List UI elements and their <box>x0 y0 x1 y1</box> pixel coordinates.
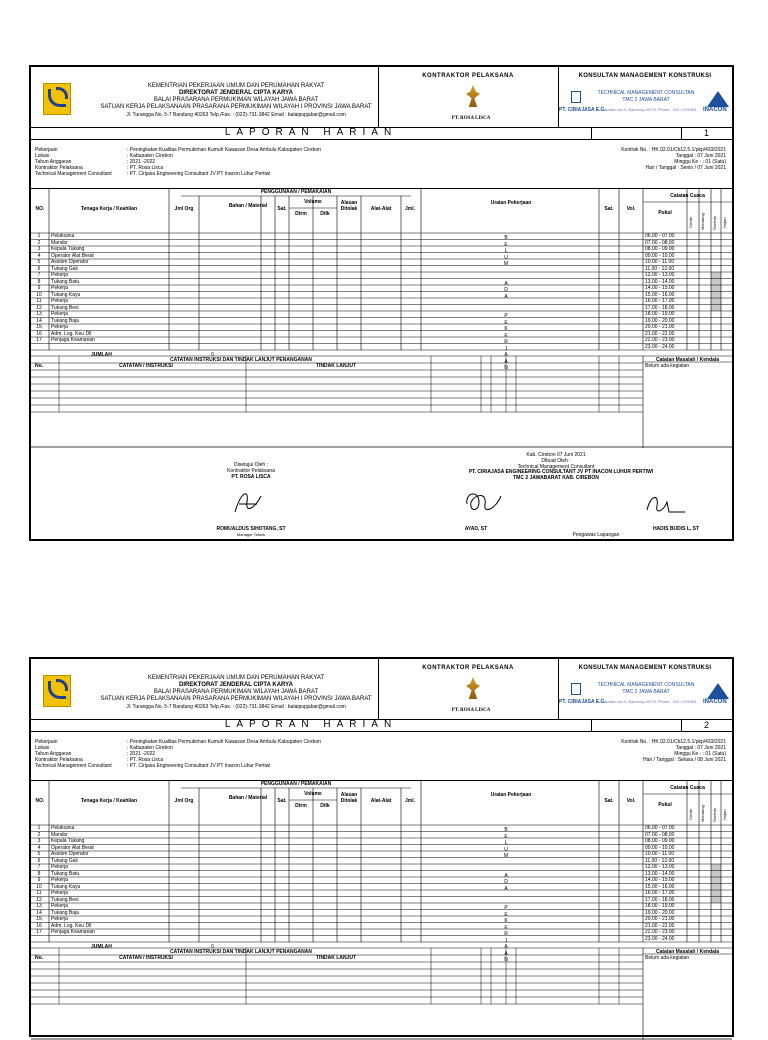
hour-row: 15.00 - 16.00 <box>645 291 675 298</box>
pukul-header: Pukul <box>658 802 672 808</box>
instruksi-col-header: CATATAN / INSTRUKSI <box>119 363 173 369</box>
alat-header: Alat-Alat <box>370 798 392 804</box>
vol-header: Vol. <box>626 798 636 804</box>
worker-name: Tukang Besi <box>51 304 79 311</box>
value-lokasi: : Kabupaten Cirebon <box>127 745 173 751</box>
label-tahun: Tahun Anggaran <box>35 751 72 757</box>
value-tmc: : PT. Cirijasa Engineering Consultant JV PT Inacon Luhur Pertiwi <box>127 171 271 177</box>
gerimis-header: Gerimis <box>712 808 717 822</box>
uraian-letter: L <box>504 248 508 254</box>
main-table <box>31 780 732 1040</box>
worker-no: 5 <box>37 259 41 265</box>
jml-org-header: Jml Org <box>174 206 194 212</box>
satker-name: SATUAN KERJA PELAKSANAAN PRASARANA PERMUKIMAN WILAYAH I PROVINSI JAWA BARAT <box>100 104 372 110</box>
uraian-letter: U <box>504 254 508 261</box>
konsultan-label: KONSULTAN MANAGEMENT KONSTRUKSI <box>578 73 712 79</box>
report-title: LAPORAN HARIAN <box>224 127 398 138</box>
dtrm-header: Dtrm <box>295 803 307 809</box>
worker-name: Pelaksana <box>51 233 75 239</box>
penggunaan-header: PENGGUNAAN / PEMAKAIAN <box>260 781 332 787</box>
gerimis-header: Gerimis <box>712 216 717 230</box>
worker-name: Mandor <box>51 239 68 246</box>
pupr-logo-icon <box>43 83 71 115</box>
uraian-letter: M <box>503 853 509 859</box>
hour-row: 19.00 - 20.00 <box>645 909 675 916</box>
masalah-value: Belum ada kegiatan <box>645 955 690 961</box>
sat-header: Sat. <box>277 206 287 212</box>
dtlk-header: Dtlk <box>320 803 330 809</box>
worker-no: 4 <box>37 252 41 259</box>
uraian-letter: E <box>504 241 508 248</box>
masalah-header: Catatan Masalah / Kendala <box>655 949 720 955</box>
worker-no: 6 <box>37 265 41 272</box>
daily-report-sheet-1 <box>29 65 734 541</box>
rosa-lisca-logo-icon <box>456 85 490 115</box>
bahan-header: Bahan / Material <box>228 795 268 801</box>
alasan-header: Alasan Ditolak <box>340 792 358 804</box>
worker-name: Adm. Log. Keu Dll <box>51 922 92 929</box>
uraian-letter: J <box>504 345 508 352</box>
dtrm-header: Dtrm <box>295 211 307 217</box>
uraian-letter: N <box>504 365 508 371</box>
tmc2-footer: TMC 2 JAWABARAT KAB. CIREBON <box>513 475 599 481</box>
worker-no: 10 <box>36 883 42 890</box>
contract-number: Kontrak No. : HK.02.01/Cb12.5.1/pkp/433/2021 <box>621 147 726 153</box>
satker-name: SATUAN KERJA PELAKSANAAN PRASARANA PERMUKIMAN WILAYAH I PROVINSI JAWA BARAT <box>100 696 372 702</box>
worker-name: Tukang Gali <box>51 265 78 272</box>
volume-header: Volume <box>304 791 322 797</box>
pupr-logo-icon <box>43 675 71 707</box>
worker-no: 1 <box>37 233 41 239</box>
uraian-letter: P <box>504 905 508 911</box>
instruksi-col-header: CATATAN / INSTRUKSI <box>119 955 173 961</box>
jumlah-label: JUMLAH <box>91 352 112 358</box>
worker-name: Kepala Tukang <box>51 246 85 252</box>
sat-header: Sat. <box>277 798 287 804</box>
tenaga-header: Tenaga Kerja / Keahlian <box>80 206 138 212</box>
uraian-letter: R <box>504 339 508 345</box>
uraian-letter: A <box>504 885 508 892</box>
title-bar <box>31 127 732 140</box>
hujan-header: Hujan <box>722 809 727 820</box>
ministry-name: KEMENTRIAN PEKERJAAN UMUM DAN PERUMAHAN RAKYAT <box>147 83 325 89</box>
worker-name: Tukang Besi <box>51 896 79 903</box>
uraian-header: Uraian Pekerjaan <box>490 200 532 206</box>
worker-name: Kepala Tukang <box>51 838 85 844</box>
worker-no: 11 <box>36 890 42 896</box>
worker-no: 17 <box>36 337 42 343</box>
hour-row: 22.00 - 23.00 <box>645 337 675 343</box>
cerah-header: Cerah <box>688 809 693 820</box>
hour-row: 07.00 - 08.00 <box>645 239 675 246</box>
uraian-header: Uraian Pekerjaan <box>490 792 532 798</box>
volume-header: Volume <box>304 199 322 205</box>
signature-2-icon <box>461 484 507 518</box>
worker-name: Pekerja <box>51 324 68 330</box>
label-tmc: Technical Management Consultant <box>35 171 112 177</box>
hour-row: 14.00 - 15.00 <box>645 285 675 291</box>
worker-name: Mandor <box>51 831 68 838</box>
ciriajasa-logo-icon <box>571 91 581 103</box>
jml-org-header: Jml Org <box>174 798 194 804</box>
worker-name: Pekerja <box>51 298 68 304</box>
uraian-letter: M <box>503 261 509 267</box>
report-header <box>31 67 732 128</box>
worker-no: 16 <box>36 922 42 929</box>
sat2-header: Sat. <box>604 206 614 212</box>
hour-row: 19.00 - 20.00 <box>645 317 675 324</box>
worker-no: 6 <box>37 857 41 864</box>
worker-name: Pekerja <box>51 916 68 922</box>
cerah-header: Cerah <box>688 217 693 228</box>
label-pekerjaan: Pekerjaan <box>35 147 58 153</box>
pukul-header: Pukul <box>658 210 672 216</box>
instruksi-no-header: No. <box>35 363 44 369</box>
title-bar <box>31 719 732 732</box>
value-tahun: : 2021 -2022 <box>127 159 156 165</box>
disetujui-label: Disetujui Oleh : <box>234 462 268 468</box>
no-header: NO. <box>35 798 45 804</box>
hour-row: 18.00 - 19.00 <box>645 311 675 317</box>
hour-row: 10.00 - 11.00 <box>645 259 675 265</box>
hour-row: 18.00 - 19.00 <box>645 903 675 909</box>
uraian-letter: A <box>504 358 508 365</box>
worker-no: 1 <box>37 825 41 831</box>
hour-row: 09.00 - 10.00 <box>645 252 675 259</box>
hour-row: 23.00 - 24.00 <box>645 343 675 350</box>
contract-info <box>531 739 726 763</box>
label-lokasi: Lokasi <box>35 745 50 751</box>
worker-no: 7 <box>37 864 41 870</box>
penggunaan-header: PENGGUNAAN / PEMAKAIAN <box>260 189 332 195</box>
tindak-header: TINDAK LANJUT <box>316 955 356 961</box>
instruksi-title: CATATAN INSTRUKSI DAN TINDAK LANJUT PENANGANAN <box>170 949 312 955</box>
signer-role-1: Manager Teknik <box>236 532 266 537</box>
address-line: Jl. Turangga No. 5-7 Bandung 40263 Telp./Fax. : (022)-731-3842 Email : balaipupjabar@gmail.com <box>126 704 346 710</box>
hour-row: 21.00 - 22.00 <box>645 922 675 929</box>
kontraktor-footer: Kontraktor Pelaksana <box>227 468 275 474</box>
worker-name: Tukang Kayu <box>51 883 81 890</box>
worker-no: 13 <box>36 311 42 317</box>
hour-row: 20.00 - 21.00 <box>645 916 675 922</box>
worker-no: 2 <box>37 831 41 838</box>
worker-name: Pelaksana <box>51 825 75 831</box>
hour-row: 13.00 - 14.00 <box>645 870 675 877</box>
hour-row: 16.00 - 17.00 <box>645 890 675 896</box>
worker-name: Tukang Gali <box>51 857 78 864</box>
project-info <box>35 739 435 769</box>
worker-no: 9 <box>37 285 41 291</box>
place-date: Kab. Cirebon 07 Juni 2021 <box>526 452 586 458</box>
contract-number: Kontrak No. : HK.02.01/Cb12.5.1/pkp/433/2021 <box>621 739 726 745</box>
day-date: Hari / Tanggal : Senin / 07 Juni 2021 <box>645 165 726 171</box>
worker-name: Pekerja <box>51 877 68 883</box>
uraian-letter: E <box>504 319 508 326</box>
tenaga-header: Tenaga Kerja / Keahlian <box>80 798 138 804</box>
worker-no: 2 <box>37 239 41 246</box>
worker-no: 7 <box>37 272 41 278</box>
tindak-header: TINDAK LANJUT <box>316 363 356 369</box>
worker-name: Pekerja <box>51 890 68 896</box>
dtlk-header: Dtlk <box>320 211 330 217</box>
uraian-letter: J <box>504 937 508 944</box>
report-number: 2 <box>703 720 709 730</box>
hour-row: 12.00 - 13.00 <box>645 864 675 870</box>
hour-row: 17.00 - 18.00 <box>645 304 675 311</box>
hour-row: 06.00 - 07.00 <box>645 233 675 239</box>
value-pekerjaan: : Peningkatan Kualitas Permukiman Kumuh Kawasan Desa Ambulu Kabupaten Cirebon <box>127 739 322 745</box>
company-footer: PT. CIRIAJASA ENGINEERING CONSULTANT JV PT INACON LUHUR PERTIWI <box>468 469 654 475</box>
vol-header: Vol. <box>626 206 636 212</box>
worker-name: Pekerja <box>51 311 68 317</box>
worker-name: Pekerja <box>51 864 68 870</box>
worker-no: 12 <box>36 896 42 903</box>
report-date: Tanggal : 07 Juni 2021 <box>675 745 726 751</box>
worker-no: 16 <box>36 330 42 337</box>
kontraktor-label: KONTRAKTOR PELAKSANA <box>422 665 514 671</box>
worker-name: Tukang Baja <box>51 909 79 916</box>
alat-header: Alat-Alat <box>370 206 392 212</box>
hour-row: 22.00 - 23.00 <box>645 929 675 935</box>
ministry-name: KEMENTRIAN PEKERJAAN UMUM DAN PERUMAHAN RAKYAT <box>147 675 325 681</box>
value-tahun: : 2021 -2022 <box>127 751 156 757</box>
rosa-footer: PT. ROSA LISCA <box>231 474 271 480</box>
uraian-letter: A <box>504 950 508 957</box>
ciriajasa-address: Jl. Mataram No.9, Bandung 40174 Phone : 022-7203484 <box>595 107 697 112</box>
worker-no: 8 <box>37 278 41 285</box>
uraian-letter: D <box>504 879 508 885</box>
worker-name: Asisten Operator <box>51 259 89 265</box>
konsultan-label: KONSULTAN MANAGEMENT KONSTRUKSI <box>578 665 712 671</box>
uraian-letter: L <box>504 840 508 846</box>
hujan-header: Hujan <box>722 217 727 228</box>
uraian-letter: P <box>504 313 508 319</box>
signature-3-icon <box>641 488 691 518</box>
worker-name: Asisten Operator <box>51 851 89 857</box>
worker-no: 17 <box>36 929 42 935</box>
bahan-header: Bahan / Material <box>228 203 268 209</box>
uraian-letter: A <box>504 280 508 287</box>
balai-name: BALAI PRASARANA PERMUKIMAN WILAYAH JAWA BARAT <box>153 97 319 103</box>
worker-name: Operator Alat Berat <box>51 844 94 851</box>
value-tmc: : PT. Cirijasa Engineering Consultant JV PT Inacon Luhur Pertiwi <box>127 763 271 769</box>
report-header <box>31 659 732 720</box>
uraian-letter: K <box>504 918 508 924</box>
tmc-footer: Technical Management Consultant <box>517 464 595 470</box>
ciriajasa-logo-icon <box>571 683 581 695</box>
masalah-header: Catatan Masalah / Kendala <box>655 357 720 363</box>
signer-name-1: ROMUALDUS SIHOTANG, ST <box>216 526 286 532</box>
uraian-letter: U <box>504 846 508 853</box>
uraian-letter: N <box>504 957 508 963</box>
hour-row: 15.00 - 16.00 <box>645 883 675 890</box>
signature-footer <box>31 448 732 539</box>
hour-row: 12.00 - 13.00 <box>645 272 675 278</box>
worker-no: 15 <box>36 916 42 922</box>
worker-no: 11 <box>36 298 42 304</box>
week-number: Minggu Ke - : 01 (Satu) <box>674 751 726 757</box>
worker-no: 12 <box>36 304 42 311</box>
worker-name: Pekerja <box>51 903 68 909</box>
worker-name: Pekerja <box>51 272 68 278</box>
report-date: Tanggal : 07 Juni 2021 <box>675 153 726 159</box>
jml-header: Jml. <box>404 206 415 212</box>
table-grid <box>31 188 732 448</box>
directorate-name: DIREKTORAT JENDERAL CIPTA KARYA <box>179 682 293 688</box>
cuaca-header: Catatan Cuaca <box>670 193 705 199</box>
hour-row: 07.00 - 08.00 <box>645 831 675 838</box>
week-number: Minggu Ke - : 01 (Satu) <box>674 159 726 165</box>
worker-name: Pekerja <box>51 285 68 291</box>
no-header: NO. <box>35 206 45 212</box>
worker-no: 5 <box>37 851 41 857</box>
inacon-label: INACON <box>703 107 727 113</box>
dibuat-label: Dibuat Oleh : <box>541 458 571 464</box>
uraian-letter: R <box>504 931 508 937</box>
worker-name: Tukang Batu <box>51 278 80 285</box>
rosa-lisca-logo-icon <box>456 677 490 707</box>
worker-name: Penjaga Keamanan <box>51 337 95 343</box>
uraian-letter: D <box>504 287 508 293</box>
contract-info <box>531 147 726 171</box>
label-kontraktor: Kontraktor Pelaksana <box>35 165 83 171</box>
hour-row: 10.00 - 11.00 <box>645 851 675 857</box>
jumlah-value: 0 <box>211 352 214 358</box>
worker-no: 15 <box>36 324 42 330</box>
hour-row: 06.00 - 07.00 <box>645 825 675 831</box>
hour-row: 08.00 - 09.00 <box>645 246 675 252</box>
label-pekerjaan: Pekerjaan <box>35 739 58 745</box>
uraian-letter: A <box>504 872 508 879</box>
mendung-header: Mendung <box>700 805 705 822</box>
alasan-header: Alasan Ditolak <box>340 200 358 212</box>
worker-name: Adm. Log. Keu Dll <box>51 330 92 337</box>
project-info <box>35 147 435 177</box>
tmc-line-2: TMC 2 JAWA BARAT <box>622 97 670 103</box>
balai-name: BALAI PRASARANA PERMUKIMAN WILAYAH JAWA BARAT <box>153 689 319 695</box>
signer-name-3: HADIS BUDIS L, ST <box>652 526 700 532</box>
uraian-letter: B <box>504 235 508 241</box>
instruksi-title: CATATAN INSTRUKSI DAN TINDAK LANJUT PENANGANAN <box>170 357 312 363</box>
uraian-letter: A <box>504 293 508 300</box>
worker-name: Tukang Kayu <box>51 291 81 298</box>
mendung-header: Mendung <box>700 213 705 230</box>
hour-row: 17.00 - 18.00 <box>645 896 675 903</box>
rosa-lisca-label: PT. ROSA LISCA <box>451 116 491 121</box>
inacon-label: INACON <box>703 699 727 705</box>
signer-role-3: Pengawas Lapangan <box>572 532 620 538</box>
value-kontraktor: : PT. Rosa Lisca <box>127 165 164 171</box>
uraian-letter: A <box>504 944 508 950</box>
sat2-header: Sat. <box>604 798 614 804</box>
table-grid <box>31 780 732 1040</box>
worker-name: Tukang Batu <box>51 870 80 877</box>
report-number: 1 <box>703 128 709 138</box>
value-lokasi: : Kabupaten Cirebon <box>127 153 173 159</box>
label-lokasi: Lokasi <box>35 153 50 159</box>
worker-name: Penjaga Keamanan <box>51 929 95 935</box>
hour-row: 13.00 - 14.00 <box>645 278 675 285</box>
label-tahun: Tahun Anggaran <box>35 159 72 165</box>
jumlah-label: JUMLAH <box>91 944 112 950</box>
hour-row: 21.00 - 22.00 <box>645 330 675 337</box>
tmc-line-2: TMC 2 JAWA BARAT <box>622 689 670 695</box>
masalah-value: Belum ada kegiatan <box>645 363 690 369</box>
uraian-letter: K <box>504 326 508 332</box>
daily-report-sheet-2 <box>29 657 734 1037</box>
uraian-letter: B <box>504 827 508 833</box>
worker-no: 13 <box>36 903 42 909</box>
value-kontraktor: : PT. Rosa Lisca <box>127 757 164 763</box>
uraian-letter: E <box>504 924 508 931</box>
worker-no: 3 <box>37 246 41 252</box>
worker-no: 8 <box>37 870 41 877</box>
worker-no: 10 <box>36 291 42 298</box>
instruksi-no-header: No. <box>35 955 44 961</box>
hour-row: 16.00 - 17.00 <box>645 298 675 304</box>
hour-row: 11.00 - 12.00 <box>645 265 675 272</box>
directorate-name: DIREKTORAT JENDERAL CIPTA KARYA <box>179 90 293 96</box>
worker-name: Tukang Baja <box>51 317 79 324</box>
main-table <box>31 188 732 448</box>
hour-row: 11.00 - 12.00 <box>645 857 675 864</box>
hour-row: 09.00 - 10.00 <box>645 844 675 851</box>
ciriajasa-name: PT. CIRIAJASA E.C. <box>559 107 606 113</box>
report-title: LAPORAN HARIAN <box>224 719 398 730</box>
hour-row: 08.00 - 09.00 <box>645 838 675 844</box>
address-line: Jl. Turangga No. 5-7 Bandung 40263 Telp./Fax. : (022)-731-3842 Email : balaipupjabar@gmail.com <box>126 112 346 118</box>
kontraktor-label: KONTRAKTOR PELAKSANA <box>422 73 514 79</box>
uraian-letter: E <box>504 833 508 840</box>
ciriajasa-name: PT. CIRIAJASA E.C. <box>559 699 606 705</box>
worker-no: 9 <box>37 877 41 883</box>
worker-name: Operator Alat Berat <box>51 252 94 259</box>
worker-no: 3 <box>37 838 41 844</box>
jml-header: Jml. <box>404 798 415 804</box>
rosa-lisca-label: PT. ROSA LISCA <box>451 708 491 713</box>
worker-no: 14 <box>36 317 42 324</box>
worker-no: 4 <box>37 844 41 851</box>
day-date: Hari / Tanggal : Selasa / 08 Juni 2021 <box>642 757 726 763</box>
ciriajasa-address: Jl. Mataram No.9, Bandung 40174 Phone : 022-7203484 <box>595 699 697 704</box>
signature-1-icon <box>227 482 267 522</box>
cuaca-header: Catatan Cuaca <box>670 785 705 791</box>
tmc-line-1: TECHNICAL MANAGEMENT CONSULTAN <box>597 682 695 688</box>
hour-row: 20.00 - 21.00 <box>645 324 675 330</box>
label-tmc: Technical Management Consultant <box>35 763 112 769</box>
uraian-letter: A <box>504 352 508 358</box>
uraian-letter: E <box>504 911 508 918</box>
label-kontraktor: Kontraktor Pelaksana <box>35 757 83 763</box>
tmc-line-1: TECHNICAL MANAGEMENT CONSULTAN <box>597 90 695 96</box>
hour-row: 23.00 - 24.00 <box>645 935 675 942</box>
value-pekerjaan: : Peningkatan Kualitas Permukiman Kumuh Kawasan Desa Ambulu Kabupaten Cirebon <box>127 147 322 153</box>
uraian-letter: E <box>504 332 508 339</box>
worker-no: 14 <box>36 909 42 916</box>
signer-name-2: AYAD, ST <box>464 526 488 532</box>
hour-row: 14.00 - 15.00 <box>645 877 675 883</box>
jumlah-value: 0 <box>211 944 214 950</box>
